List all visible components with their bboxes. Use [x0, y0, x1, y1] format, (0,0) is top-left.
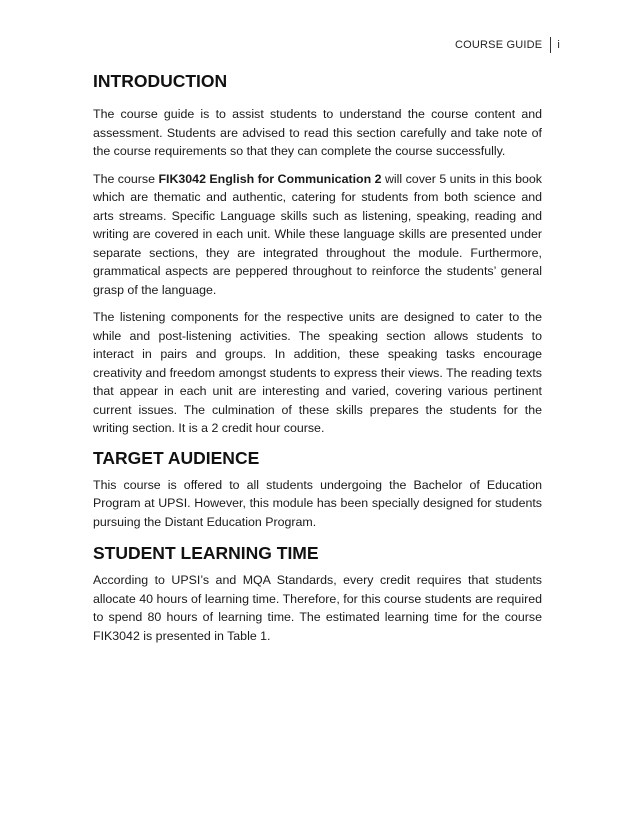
introduction-section	[93, 70, 542, 438]
learning-time-section	[93, 542, 542, 645]
introduction-paragraph-3: The listening components for the respective units are designed to cater to the while and post-listening activities. The speaking section allows students to interact in pairs and groups. In addition, these speaking tasks encourage creativity and freedom amongst students to express their views. The reading texts that appear in each unit are interesting and varied, covering various pertinent current issues. The culmination of these skills prepares the students for the writing section. It is a 2 credit hour course.	[93, 310, 542, 435]
learning-time-paragraph: According to UPSI’s and MQA Standards, every credit requires that students allocate 40 hours of learning time. Therefore, for this course students are required to spend 80 hours of learning time. The estimated learning time for the course FIK3042 is presented in Table 1.	[93, 573, 542, 643]
page-content	[93, 70, 542, 645]
introduction-paragraph-1: The course guide is to assist students to understand the course content and assessment. Students are advised to read this section carefully and take note of the course requirements so that they can complete the course successfully.	[93, 107, 542, 158]
introduction-paragraph-2	[93, 170, 542, 300]
target-audience-section	[93, 447, 542, 532]
header-divider	[550, 37, 551, 53]
target-audience-heading: TARGET AUDIENCE	[93, 447, 260, 468]
header-title: COURSE GUIDE	[454, 39, 543, 51]
paragraph-text: will cover 5 units in this book which are thematic and authentic, catering for students from both science and arts streams. Specific Language skills such as listening, speaking, reading and writing are covered in each unit. While these language skills are presented under separate sections, they are integrated throughout the module. Furthermore, grammatical aspects are peppered throughout to reinforce the students’ general grasp of the language.	[93, 171, 542, 297]
learning-time-heading: STUDENT LEARNING TIME	[93, 543, 319, 563]
running-header	[455, 37, 560, 53]
introduction-heading: INTRODUCTION	[93, 71, 228, 91]
page-number: i	[557, 39, 560, 51]
course-title-bold: FIK3042 English for Communication 2	[158, 171, 382, 186]
target-audience-paragraph: This course is offered to all students undergoing the Bachelor of Education Program at UPSI. However, this module has been specially designed for students pursuing the Distant Education Program.	[93, 477, 542, 529]
paragraph-text: The course	[93, 171, 159, 186]
